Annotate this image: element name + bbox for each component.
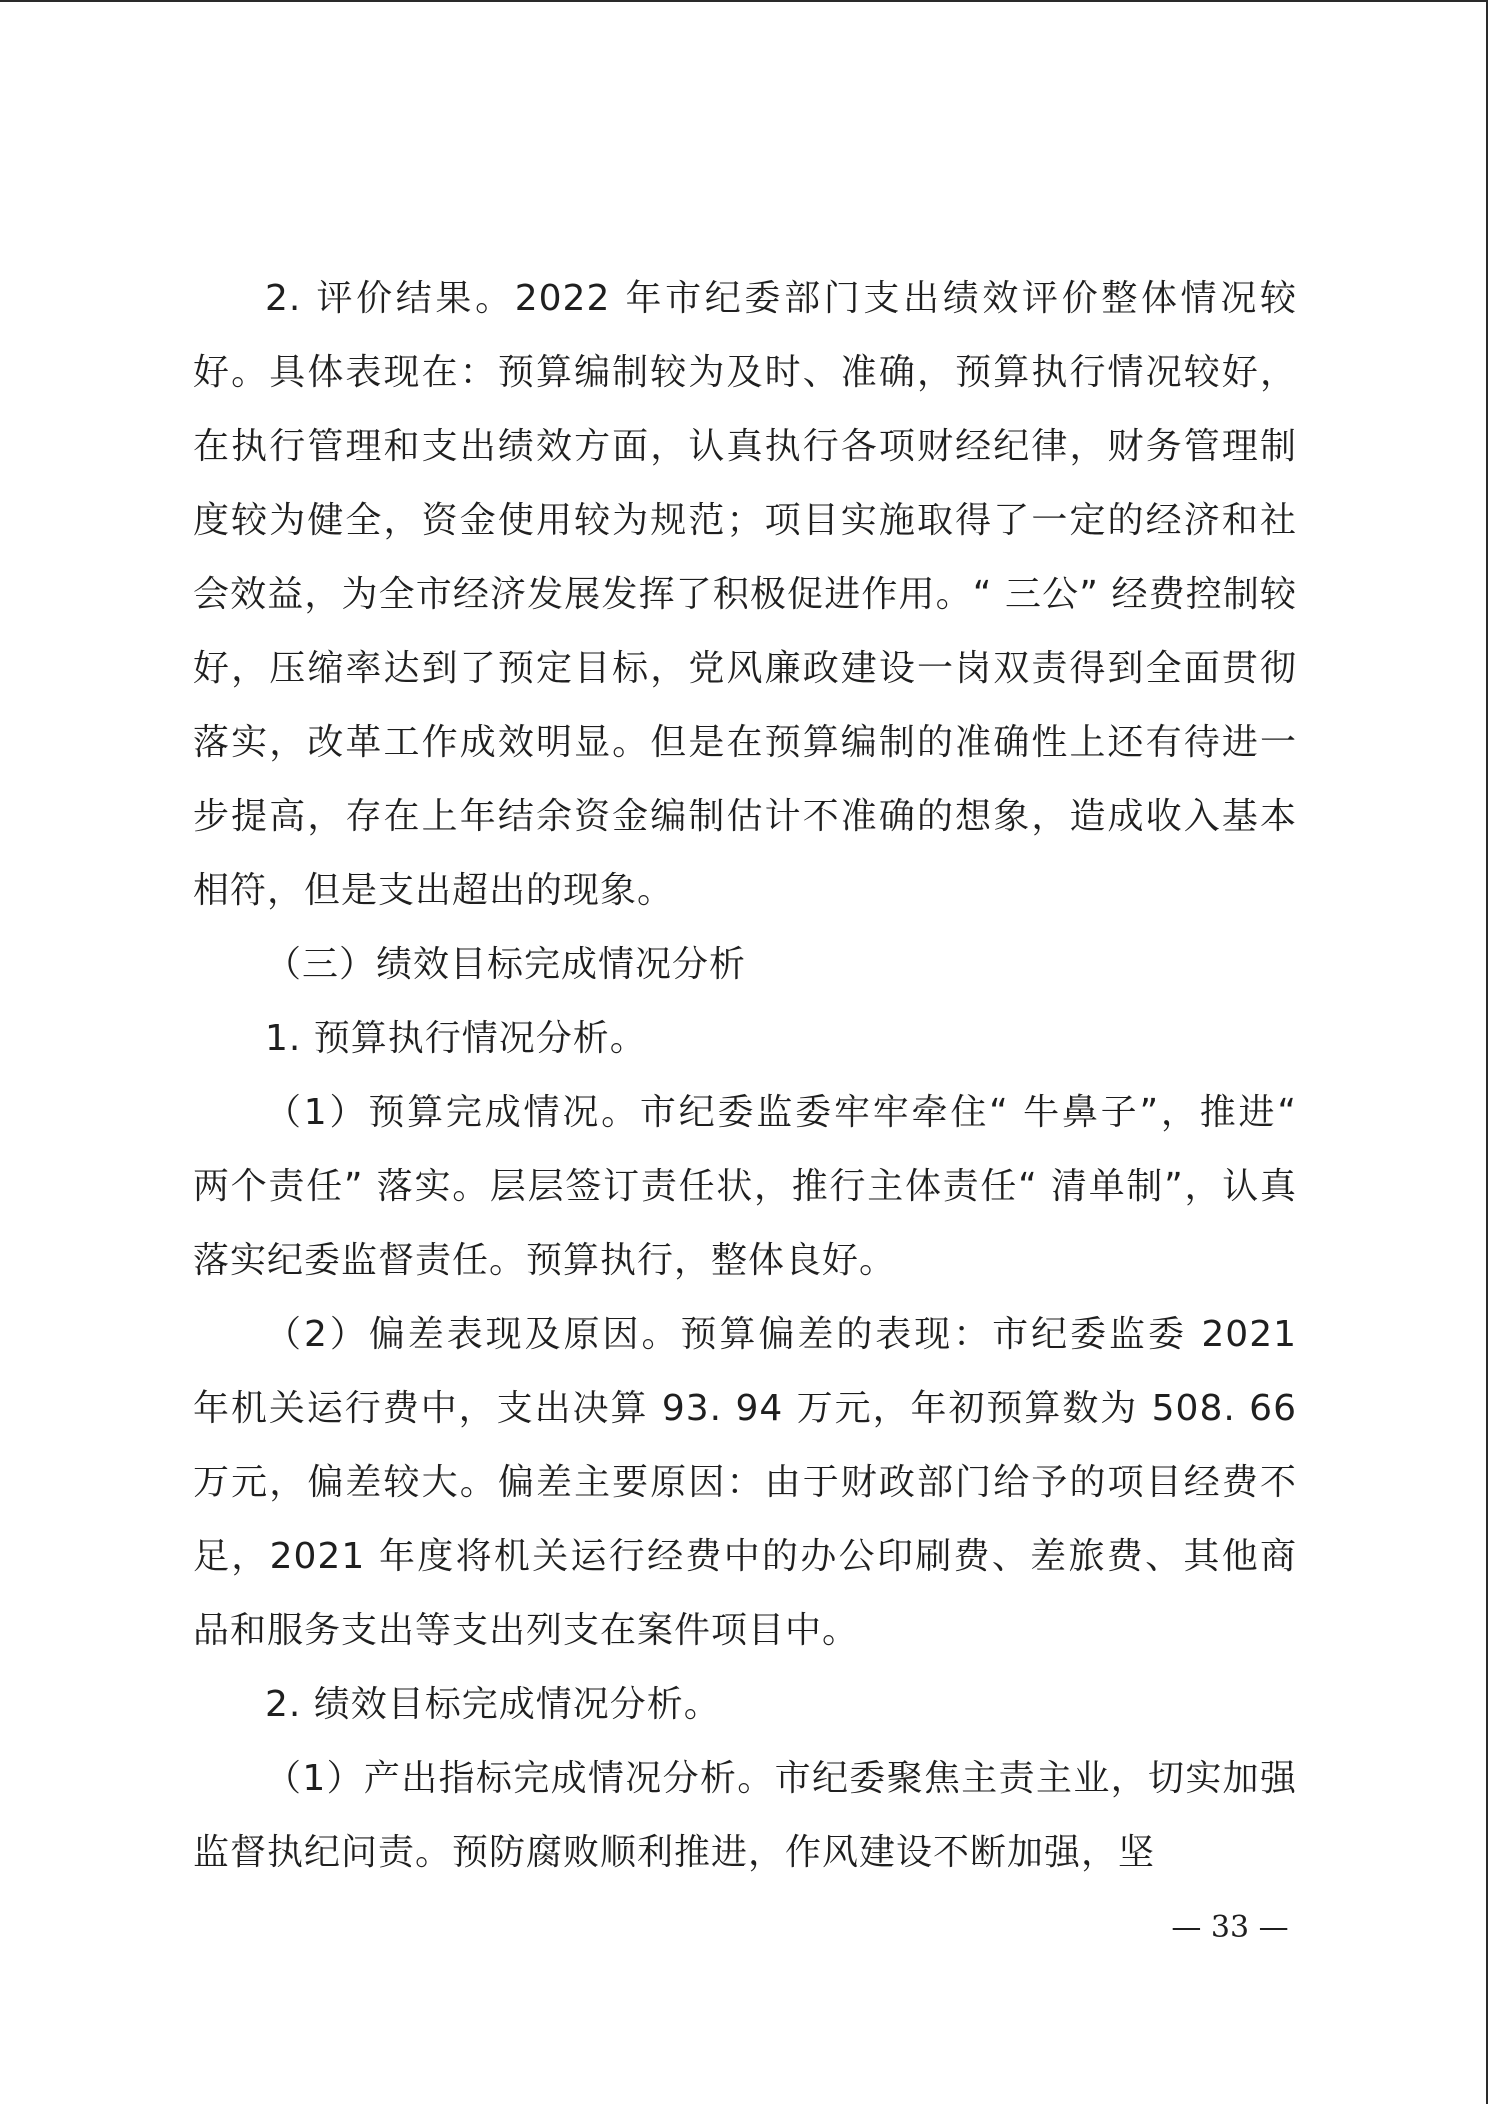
document-body	[193, 262, 1297, 1890]
section-heading-performance-goals: （三）绩效目标完成情况分析	[265, 944, 747, 985]
paragraph-evaluation-result: 2. 评价结果。2022 年市纪委部门支出绩效评价整体情况较好。具体表现在：预算编制较为及时、准确，预算执行情况较好，在执行管理和支出绩效方面，认真执行各项财经纪律，财务管理制度较为健全，资金使用较为规范；项目实施取得了一定的经济和社会效益，为全市经济发展发挥了积极促进作用。“ 三公” 经费控制较好，压缩率达到了预定目标，党风廉政建设一岗双责得到全面贯彻落实，改革工作成效明显。但是在预算编制的准确性上还有待进一步提高，存在上年结余资金编制估计不准确的想象，造成收入基本相符，但是支出超出的现象。	[193, 278, 1297, 911]
subheading-budget-execution: 1. 预算执行情况分析。	[265, 1018, 647, 1059]
page-top-border	[0, 0, 1488, 2]
paragraph-output-indicators: （1）产出指标完成情况分析。市纪委聚焦主责主业，切实加强监督执纪问责。预防腐败顺利推进，作风建设不断加强，坚	[193, 1758, 1297, 1873]
paragraph-deviation-causes: （2）偏差表现及原因。预算偏差的表现：市纪委监委 2021 年机关运行费中，支出决算 93. 94 万元，年初预算数为 508. 66 万元，偏差较大。偏差主要原因：由于财政部门给予的项目经费不足，2021 年度将机关运行经费中的办公印刷费、差旅费、其他商品和服务支出等支出列支在案件项目中。	[193, 1314, 1297, 1651]
paragraph-budget-completion: （1）预算完成情况。市纪委监委牢牢牵住“ 牛鼻子”，推进“ 两个责任” 落实。层层签订责任状，推行主体责任“ 清单制”，认真落实纪委监督责任。预算执行，整体良好。	[193, 1092, 1297, 1281]
subheading-goal-completion: 2. 绩效目标完成情况分析。	[265, 1684, 721, 1725]
page-number: — 33 —	[1171, 1910, 1289, 1945]
